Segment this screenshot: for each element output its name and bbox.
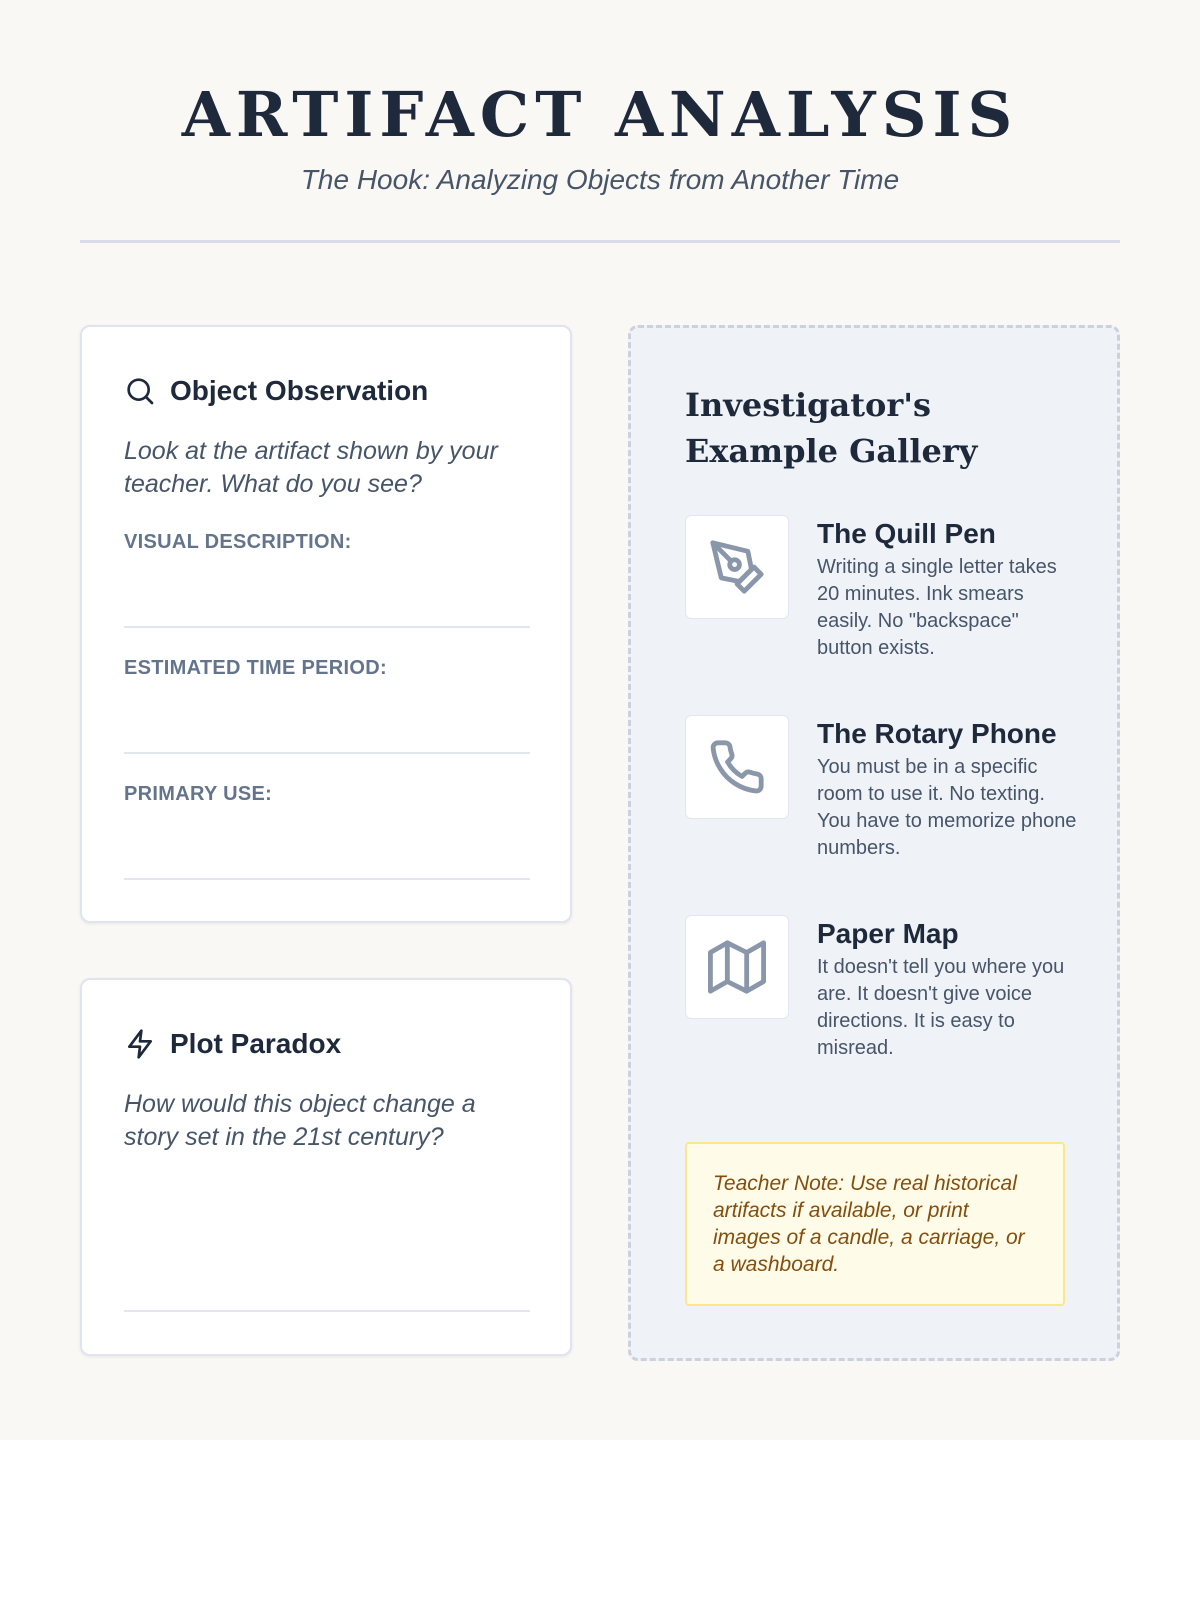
teacher-note-text: Teacher Note: Use real historical artifacts if available, or print images of a candle, a carriage, or a washboard. — [713, 1172, 1025, 1276]
plot-paradox-card — [80, 978, 572, 1356]
phone-icon — [708, 738, 766, 796]
page-title: ARTIFACT ANALYSIS — [181, 78, 1019, 151]
gallery-item-name: Paper Map — [817, 918, 959, 949]
object-observation-card — [80, 325, 572, 923]
example-gallery — [628, 325, 1120, 1361]
page-subtitle: The Hook: Analyzing Objects from Another Time — [300, 164, 900, 195]
paper-map-icon-box — [685, 915, 789, 1019]
search-icon — [124, 375, 156, 407]
primary-use-field[interactable] — [124, 878, 530, 880]
teacher-note — [685, 1142, 1065, 1306]
rotary-phone-icon-box — [685, 715, 789, 819]
observation-prompt: Look at the artifact shown by your teacher. What do you see? — [124, 437, 498, 498]
visual-description-field[interactable] — [124, 626, 530, 628]
plot-paradox-prompt: How would this object change a story set in the 21st century? — [124, 1090, 476, 1151]
pen-nib-icon — [708, 538, 766, 596]
gallery-item-name: The Rotary Phone — [817, 718, 1057, 749]
plot-paradox-header — [124, 1024, 341, 1064]
gallery-item-description: Writing a single letter takes 20 minutes. Ink smears easily. No "backspace" button exists. — [817, 556, 1057, 659]
object-observation-title: Object Observation — [170, 375, 429, 406]
estimated-time-period-field[interactable] — [124, 752, 530, 754]
object-observation-header — [124, 371, 428, 411]
plot-paradox-title: Plot Paradox — [170, 1028, 342, 1059]
lightning-icon — [124, 1028, 156, 1060]
estimated-time-period-label: ESTIMATED TIME PERIOD: — [124, 657, 387, 679]
gallery-item-description: You must be in a specific room to use it. No texting. You have to memorize phone numbers. — [817, 756, 1077, 859]
gallery-item-description: It doesn't tell you where you are. It doesn't give voice directions. It is easy to misread. — [817, 956, 1065, 1059]
quill-pen-icon-box — [685, 515, 789, 619]
gallery-title: Investigator's Example Gallery — [685, 386, 978, 470]
gallery-item-name: The Quill Pen — [817, 518, 996, 549]
header-divider — [80, 240, 1120, 243]
plot-paradox-answer-field[interactable] — [124, 1310, 530, 1312]
primary-use-label: PRIMARY USE: — [124, 783, 273, 805]
map-icon — [708, 938, 766, 996]
visual-description-label: VISUAL DESCRIPTION: — [124, 531, 352, 553]
